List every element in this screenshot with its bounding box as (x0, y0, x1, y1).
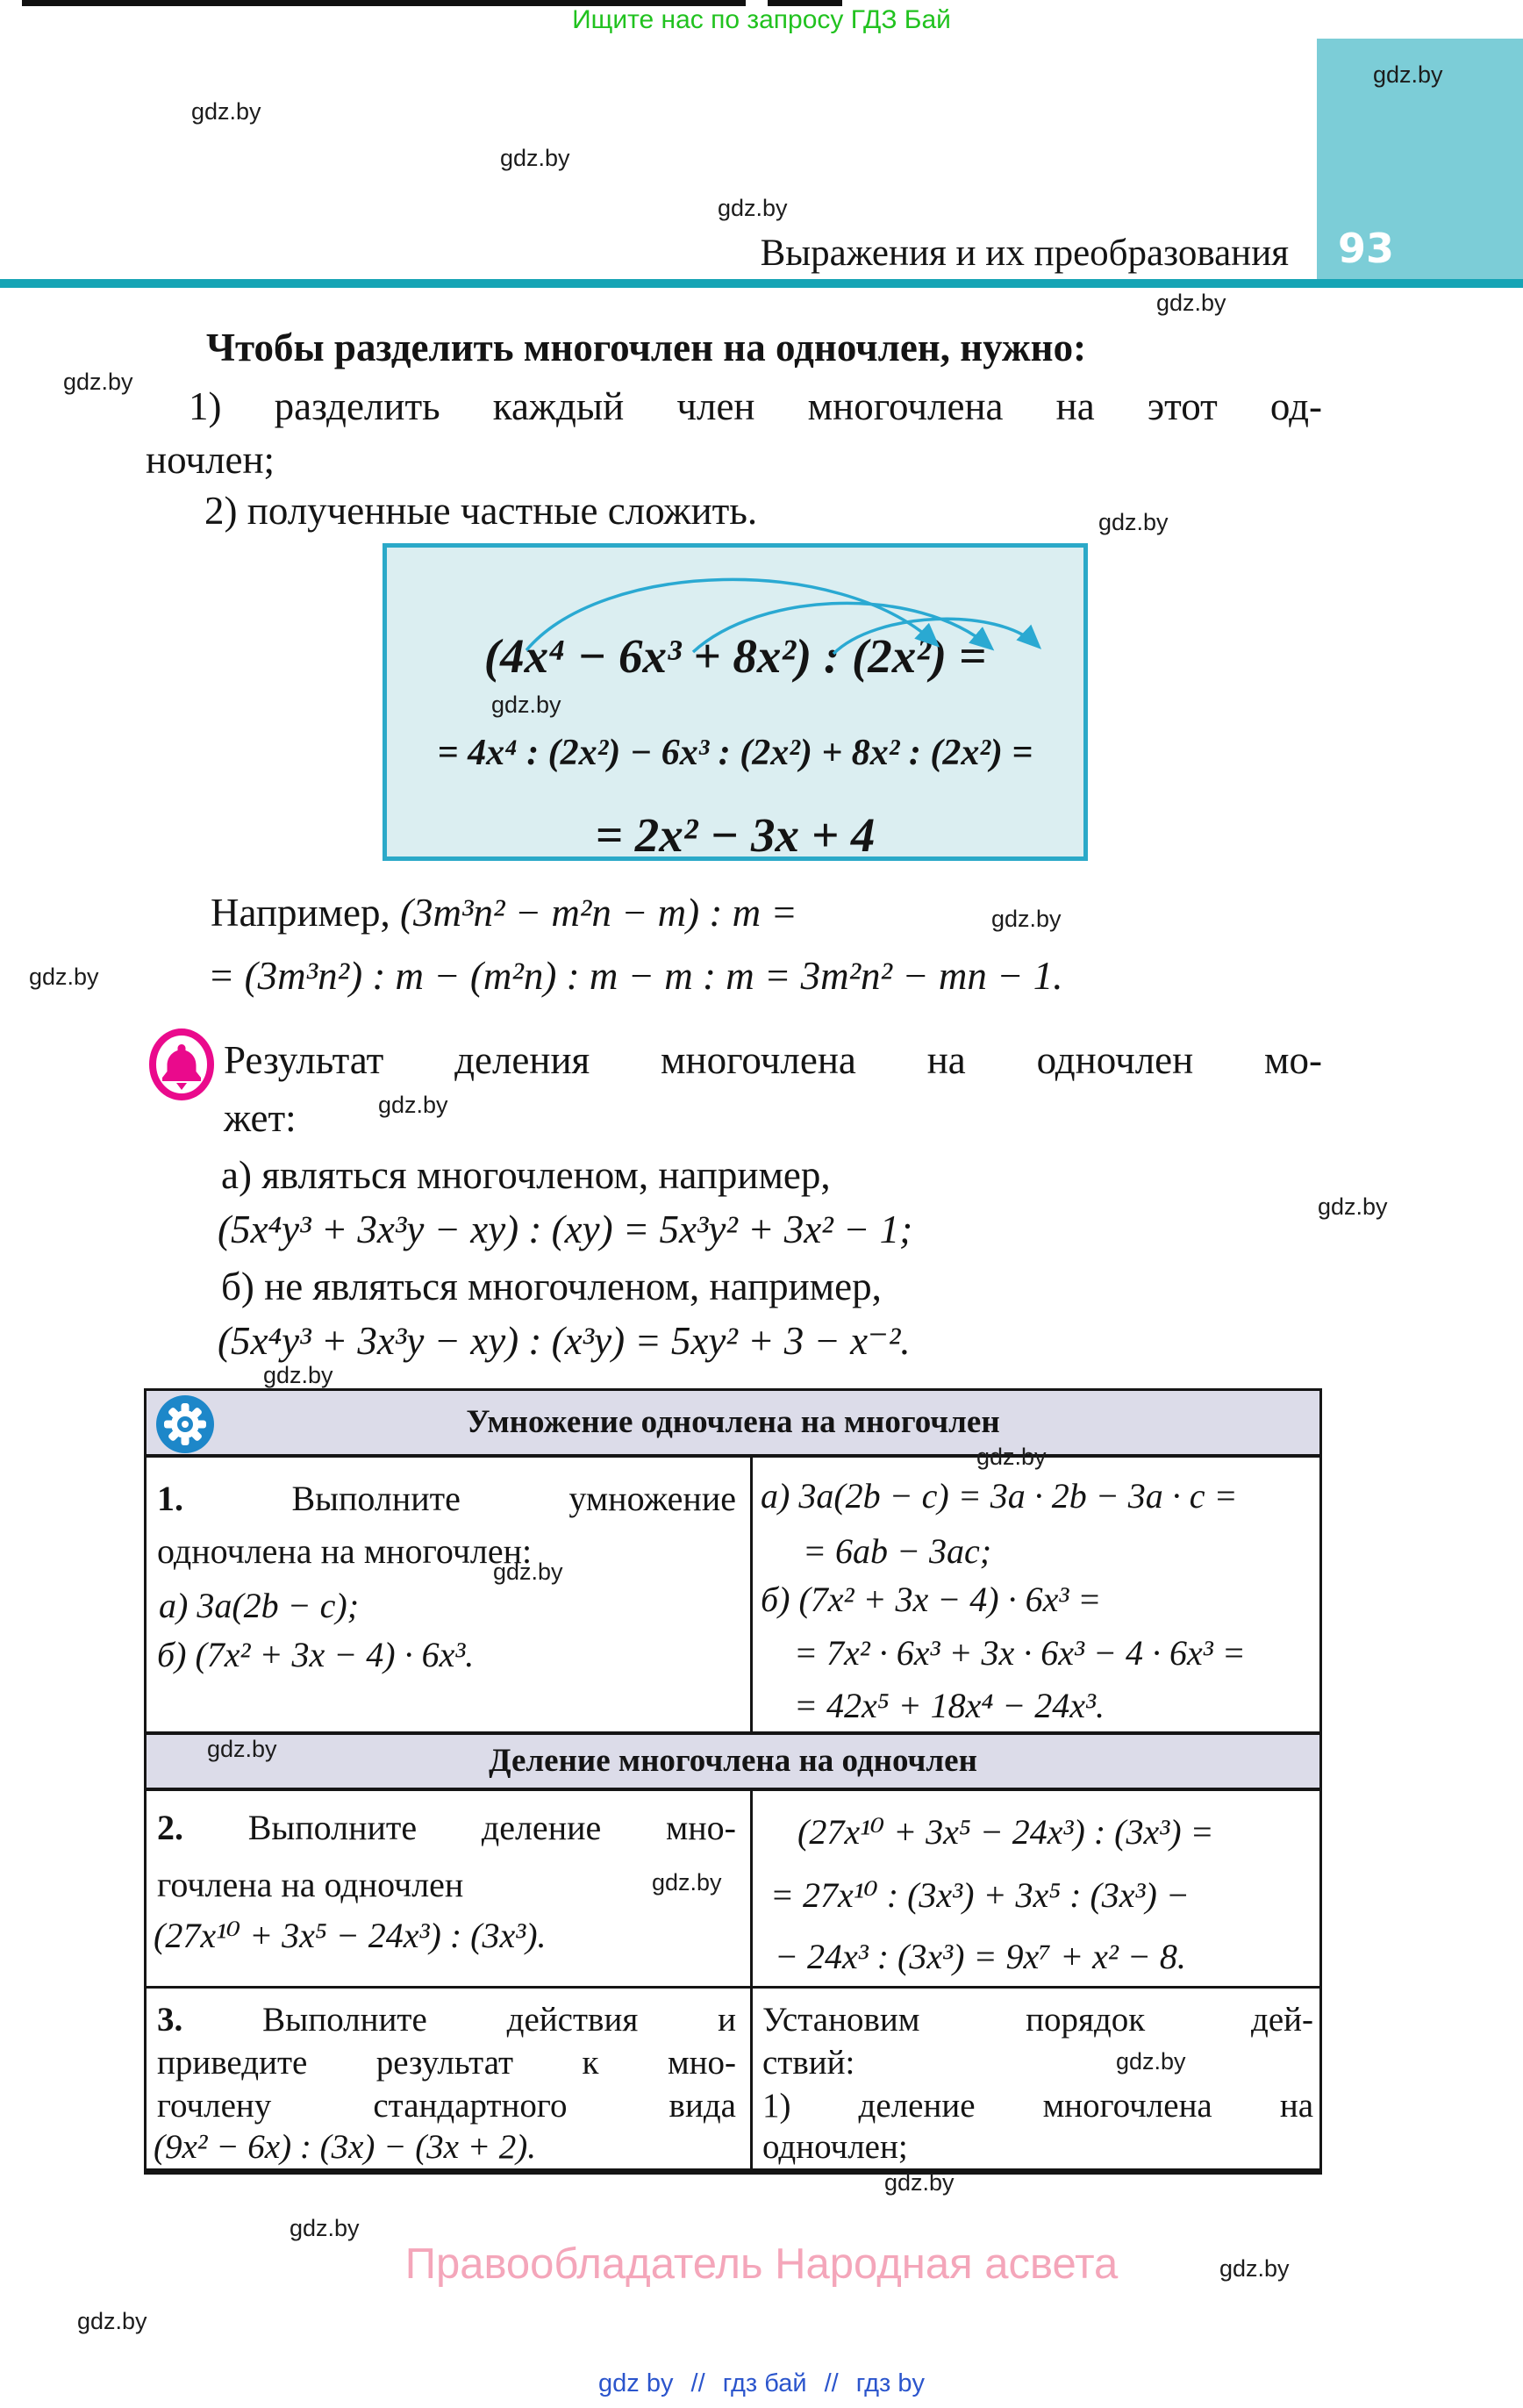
task-1-number: 1. (157, 1479, 292, 1518)
intro-step-1-line-2: ночлен; (146, 438, 275, 482)
solution-3-line-2: ствий: (762, 2044, 855, 2082)
watermark: gdz.by (493, 1559, 563, 1585)
watermark: gdz.by (63, 369, 133, 395)
column-divider (750, 1458, 753, 2168)
watermark: gdz.by (976, 1444, 1047, 1470)
formula-line-3: = 2x² − 3x + 4 (595, 808, 876, 862)
division-section-header: Деление многочлена на одночлен (147, 1731, 1319, 1791)
watermark: gdz.by (491, 692, 561, 718)
formula-line-1: (4x⁴ − 6x³ + 8x²) : (2x²) = (483, 629, 987, 683)
intro-title: Чтобы разделить многочлен на одночлен, нужно: (206, 326, 1087, 369)
task-2-line-1 (157, 1808, 736, 1848)
task-3-text: Выполните действия и (262, 2001, 737, 2039)
footer-link-gdz-by[interactable]: gdz by (598, 2369, 674, 2397)
note-item-a: а) являться многочленом, например, (221, 1153, 831, 1197)
watermark: gdz.by (1156, 290, 1226, 316)
footer-separator: // (690, 2369, 705, 2397)
task-1-item-a: а) 3a(2b − c); (159, 1586, 360, 1625)
intro-step-1-line-1: 1) разделить каждый член многочлена на этот од- (189, 384, 1322, 428)
solution-2-line-1: (27x¹⁰ + 3x⁵ − 24x³) : (3x³) = (797, 1812, 1214, 1852)
solution-3-line-1: Установим порядок дей- (762, 2001, 1313, 2039)
example-line-1 (211, 890, 797, 936)
bell-icon (146, 1027, 218, 1102)
header-rule (0, 279, 1523, 288)
solution-1-line-3: б) (7x² + 3x − 4) · 6x³ = (761, 1580, 1102, 1619)
footer-separator: // (824, 2369, 839, 2397)
solution-2-line-2: = 27x¹⁰ : (3x³) + 3x⁵ : (3x³) − (770, 1875, 1190, 1915)
note-item-b: б) не являться многочленом, например, (221, 1265, 882, 1308)
solution-3-line-3: 1) деление многочлена на (762, 2087, 1313, 2125)
note-math-a: (5x⁴y³ + 3x³y − xy) : (xy) = 5x³y² + 3x² − 1; (218, 1208, 913, 1251)
watermark: gdz.by (290, 2215, 360, 2241)
watermark: gdz.by (500, 145, 570, 171)
task-1-text: Выполните умножение (291, 1479, 736, 1518)
task-1-line-2: одночлена на многочлен: (157, 1531, 533, 1571)
footer-link-gdz-bai[interactable]: гдз бай (722, 2369, 807, 2397)
solution-3-line-4: одночлен; (762, 2128, 908, 2166)
watermark: gdz.by (1116, 2048, 1186, 2075)
copyright-text: Правообладатель Народная асвета (404, 2240, 1119, 2288)
row-divider (147, 1986, 1319, 1989)
watermark: gdz.by (718, 195, 788, 221)
solution-1-line-5: = 42x⁵ + 18x⁴ − 24x³. (794, 1686, 1105, 1725)
footer-link-gdz-by-2[interactable]: гдз by (855, 2369, 925, 2397)
promo-text: Ищите нас по запросу ГДЗ Бай (572, 5, 951, 34)
watermark: gdz.by (991, 906, 1062, 932)
watermark: gdz.by (1373, 61, 1443, 88)
watermark: gdz.by (29, 964, 99, 990)
watermark: gdz.by (77, 2308, 147, 2334)
formula-line-2: = 4x⁴ : (2x²) − 6x³ : (2x²) + 8x² : (2x²) = (437, 733, 1033, 773)
task-3-formula: (9x² − 6x) : (3x) − (3x + 2). (154, 2128, 537, 2166)
footer-links (0, 2369, 1523, 2398)
solution-2-line-3: − 24x³ : (3x³) = 9x⁷ + x² − 8. (775, 1937, 1186, 1976)
task-2-formula: (27x¹⁰ + 3x⁵ − 24x³) : (3x³). (154, 1916, 547, 1955)
watermark: gdz.by (652, 1869, 722, 1896)
task-3-line-1 (157, 2001, 736, 2040)
intro-step-2: 2) полученные частные сложить. (204, 489, 758, 533)
watermark: gdz.by (1219, 2255, 1290, 2282)
page-number: 93 (1338, 225, 1395, 272)
task-3-line-3: гочлену стандартного вида (157, 2087, 736, 2125)
solution-1-line-2: = 6ab − 3ac; (803, 1531, 992, 1571)
example-line-2: = (3m³n²) : m − (m²n) : m − m : m = 3m²n² − mn − 1. (208, 954, 1063, 998)
solution-1-line-1: а) 3a(2b − c) = 3a · 2b − 3a · c = (761, 1476, 1238, 1516)
task-1-item-b: б) (7x² + 3x − 4) · 6x³. (157, 1635, 475, 1674)
task-2-text: Выполните деление мно- (247, 1808, 737, 1847)
watermark: gdz.by (263, 1362, 333, 1388)
task-1-line-1 (157, 1479, 736, 1519)
watermark: gdz.by (1318, 1193, 1388, 1220)
task-2-number: 2. (157, 1808, 248, 1847)
gear-icon (154, 1393, 217, 1456)
task-3-number: 3. (157, 2001, 263, 2039)
note-math-b: (5x⁴y³ + 3x³y − xy) : (x³y) = 5xy² + 3 − x⁻². (218, 1319, 911, 1363)
chapter-title: Выражения и их преобразования (760, 233, 1289, 274)
watermark: gdz.by (191, 98, 261, 125)
example-prefix: Например, (211, 891, 400, 935)
task-3-line-2: приведите результат к мно- (157, 2044, 736, 2082)
solution-1-line-4: = 7x² · 6x³ + 3x · 6x³ − 4 · 6x³ = (794, 1633, 1246, 1673)
note-line-1: Результат деления многочлена на одночлен мо- (224, 1038, 1322, 1082)
watermark: gdz.by (884, 2169, 955, 2196)
multiplication-section-header: Умножение одночлена на многочлен (147, 1391, 1319, 1458)
watermark: gdz.by (207, 1736, 277, 1762)
division-arrows-icon (461, 552, 1076, 675)
watermark: gdz.by (1098, 509, 1169, 535)
note-line-2: жет: (224, 1096, 297, 1140)
example-math-1: (3m³n² − m²n − m) : m = (400, 891, 797, 935)
task-2-line-2: гочлена на одночлен (157, 1865, 464, 1904)
watermark: gdz.by (378, 1092, 448, 1118)
